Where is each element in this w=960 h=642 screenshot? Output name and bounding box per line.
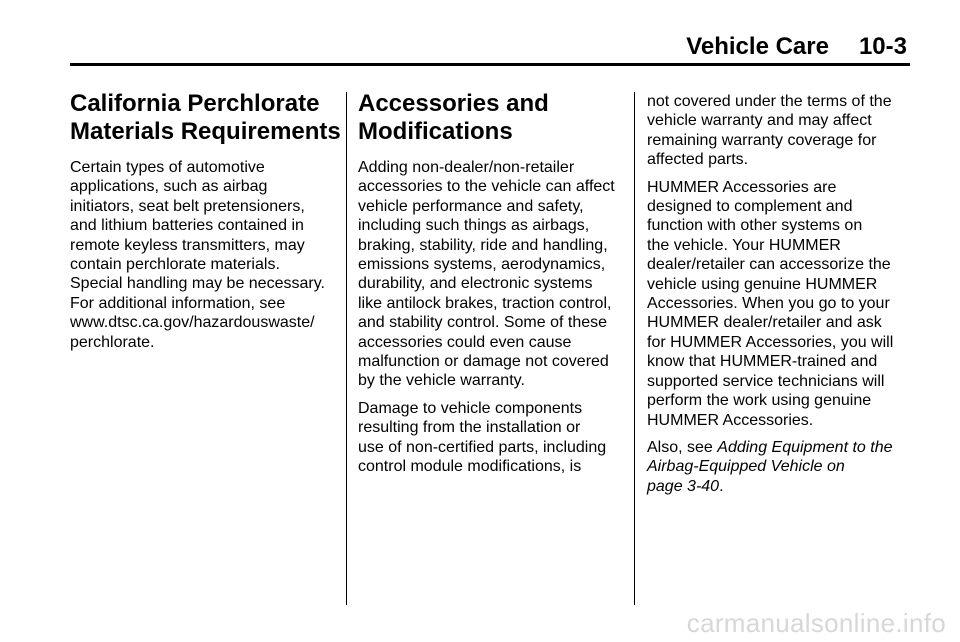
text-line: know that HUMMER-trained and <box>647 353 878 371</box>
page-number: 10-3 <box>858 33 907 60</box>
period: . <box>719 477 724 495</box>
text-line: For additional information, see <box>70 294 286 312</box>
text-line: www.dtsc.ca.gov/hazardouswaste/ <box>70 314 315 332</box>
heading-line: California Perchlorate <box>70 90 320 117</box>
heading-line: Accessories and <box>358 90 549 117</box>
text-line: HUMMER Accessories. <box>647 411 814 429</box>
perchlorate-paragraph <box>70 158 341 352</box>
text-line: emissions systems, aerodynamics, <box>358 256 606 274</box>
text-line: vehicle performance and safety, <box>358 197 584 215</box>
text-line: remote keyless transmitters, may <box>70 236 305 254</box>
watermark-text: carmanualsonline.info <box>686 608 946 638</box>
text-line: malfunction or damage not covered <box>358 353 609 371</box>
text-line: durability, and electronic systems <box>358 275 593 293</box>
column-1 <box>70 90 341 360</box>
accessories-paragraph-1 <box>358 158 615 391</box>
text-line: Adding non-dealer/non-retailer <box>358 159 575 176</box>
text-line: use of non-certified parts, including <box>358 438 607 456</box>
text-line: initiators, seat belt pretensioners, <box>70 197 305 215</box>
text-line: by the vehicle warranty. <box>358 372 525 390</box>
column-divider-1 <box>346 92 347 605</box>
page-header <box>0 33 907 61</box>
text-line: applications, such as airbag <box>70 178 268 196</box>
text-line: dealer/retailer can accessorize the <box>647 256 891 274</box>
accessories-paragraph-2 <box>358 399 615 477</box>
text-line: HUMMER Accessories are <box>647 178 837 196</box>
column-divider-2 <box>634 92 635 605</box>
text-line: Certain types of automotive <box>70 159 265 176</box>
text-line: remaining warranty coverage for <box>647 131 877 149</box>
text-line: Special handling may be necessary. <box>70 275 325 293</box>
text-line: HUMMER dealer/retailer and ask <box>647 314 882 332</box>
section-heading-perchlorate <box>70 90 341 146</box>
text-line: braking, stability, ride and handling, <box>358 236 608 254</box>
column-3 <box>647 92 893 504</box>
text-line: like antilock brakes, traction control, <box>358 294 612 312</box>
text-line: contain perchlorate materials. <box>70 256 280 274</box>
text-line: function with other systems on <box>647 217 863 235</box>
text-line: Damage to vehicle components <box>358 399 583 417</box>
text-line: control module modifications, is <box>358 458 582 476</box>
text-line: resulting from the installation or <box>358 419 581 437</box>
heading-line: Materials Requirements <box>70 118 341 145</box>
text-line: the vehicle. Your HUMMER <box>647 236 841 254</box>
column-2 <box>358 90 615 485</box>
text-line: accessories could even cause <box>358 333 572 351</box>
cross-reference-paragraph <box>647 438 893 496</box>
section-title: Vehicle Care <box>686 33 829 60</box>
cross-reference-link[interactable]: Adding Equipment to the <box>717 438 893 456</box>
text-line: not covered under the terms of the <box>647 93 892 110</box>
text-line: supported service technicians will <box>647 372 885 390</box>
text-line <box>647 477 893 496</box>
warranty-paragraph <box>647 92 893 170</box>
text-line: perchlorate. <box>70 333 155 351</box>
cross-reference-link[interactable]: Airbag-Equipped Vehicle on <box>647 458 845 476</box>
hummer-accessories-paragraph <box>647 178 893 430</box>
heading-line: Modifications <box>358 118 513 145</box>
header-rule <box>70 63 910 66</box>
text-line: for HUMMER Accessories, you will <box>647 333 894 351</box>
see-prefix: Also, see <box>647 438 718 456</box>
section-heading-accessories <box>358 90 615 146</box>
text-line: and stability control. Some of these <box>358 314 608 332</box>
text-line: vehicle warranty and may affect <box>647 112 872 130</box>
cross-reference-link[interactable]: page 3-40 <box>647 477 720 495</box>
text-line: and lithium batteries contained in <box>70 217 304 235</box>
text-line: accessories to the vehicle can affect <box>358 178 615 196</box>
text-line: perform the work using genuine <box>647 392 872 410</box>
text-line: designed to complement and <box>647 198 853 216</box>
text-line: affected parts. <box>647 151 749 169</box>
text-line: Accessories. When you go to your <box>647 295 890 313</box>
text-line: vehicle using genuine HUMMER <box>647 275 878 293</box>
text-line: including such things as airbags, <box>358 217 590 235</box>
text-line <box>647 438 893 457</box>
